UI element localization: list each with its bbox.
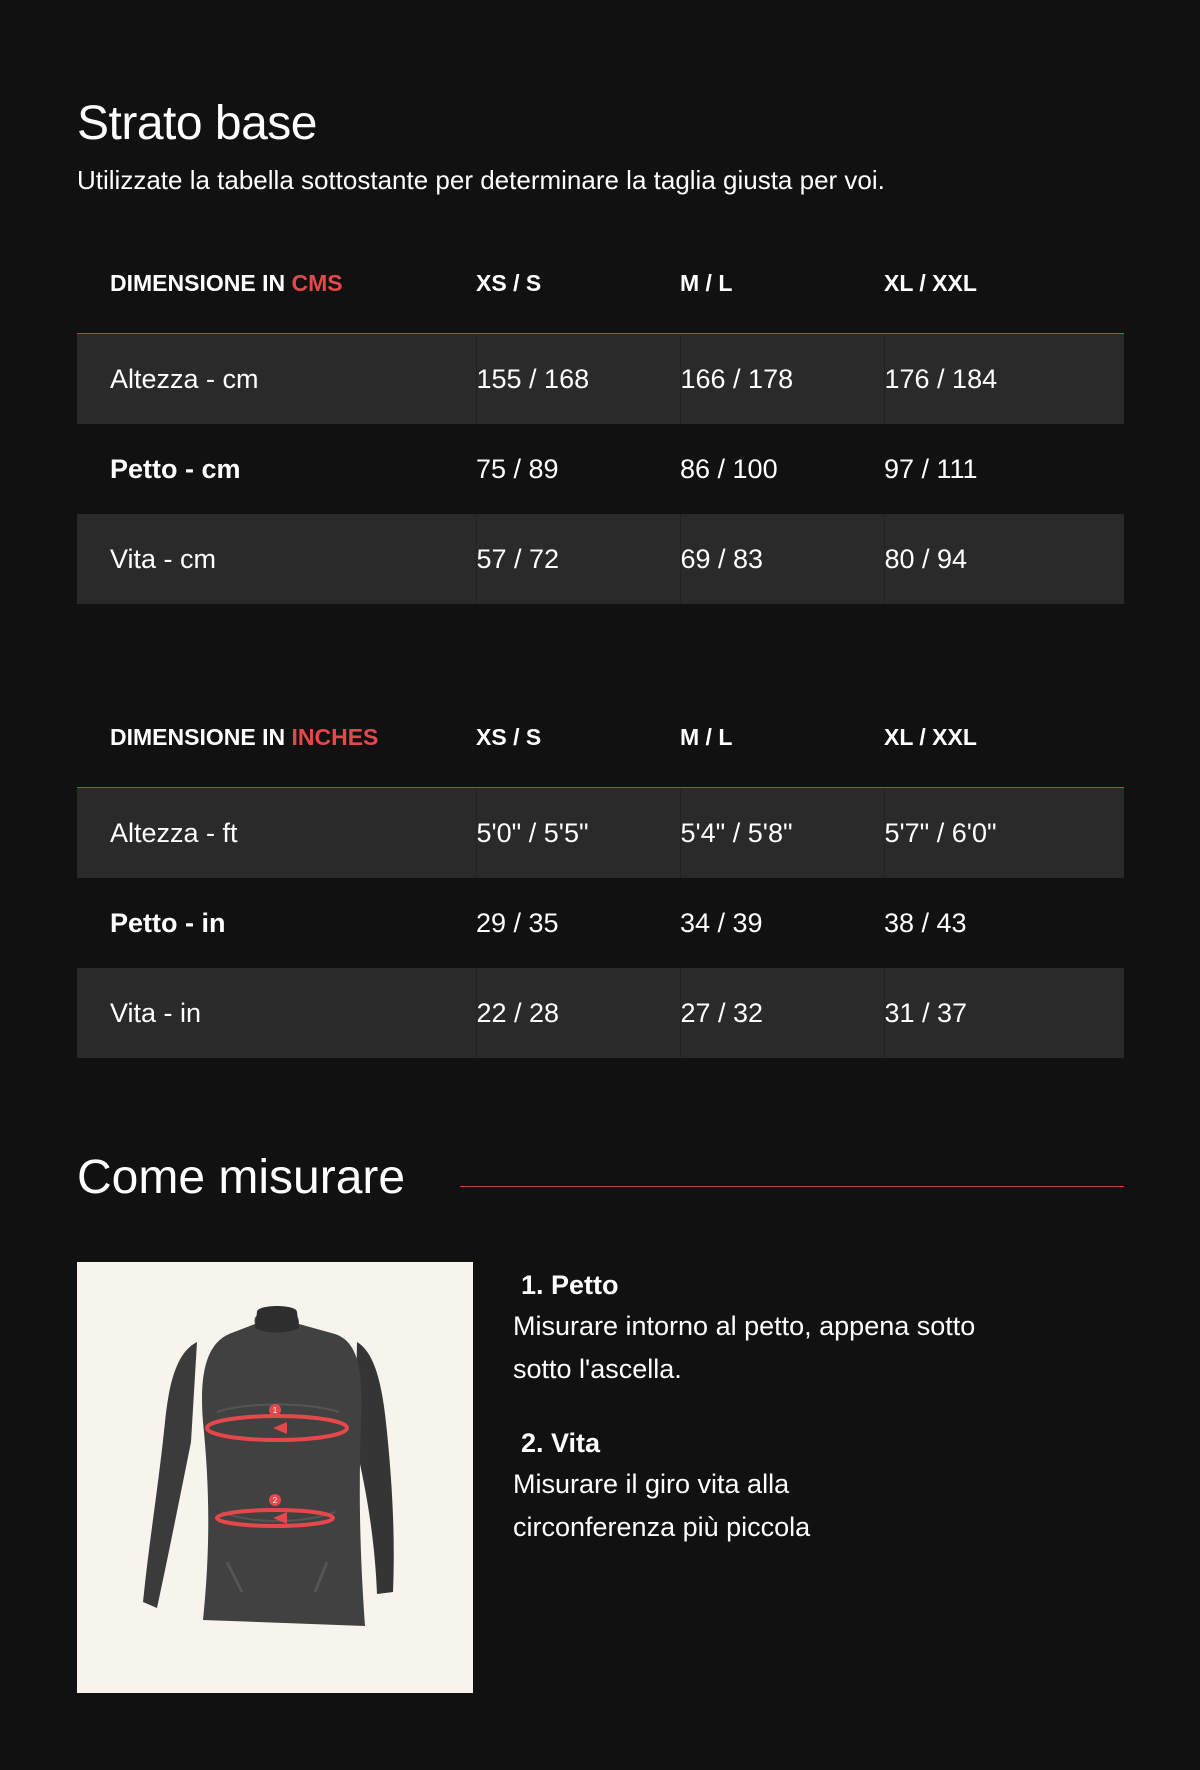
step-description: Misurare il giro vita alla <box>513 1469 790 1499</box>
table-cell: 5'0" / 5'5" <box>476 788 680 879</box>
step-title: 1. Petto <box>521 1270 619 1300</box>
table-cell: 57 / 72 <box>476 514 680 604</box>
header-prefix: DIMENSIONE IN <box>110 270 292 296</box>
table-cell: 31 / 37 <box>884 968 1124 1058</box>
table-cell: 155 / 168 <box>476 334 680 425</box>
header-prefix: DIMENSIONE IN <box>110 724 292 750</box>
table-cell: 34 / 39 <box>680 907 763 938</box>
table-row-petto <box>77 424 1124 514</box>
table-cell: 29 / 35 <box>476 907 559 938</box>
table-cell: 80 / 94 <box>884 514 1124 604</box>
table-cell: 5'7" / 6'0" <box>884 788 1124 879</box>
step-title: 2. Vita <box>521 1428 601 1458</box>
svg-text:2: 2 <box>272 1496 278 1505</box>
table-row-altezza <box>77 788 1124 879</box>
row-label: Vita - cm <box>77 514 476 604</box>
measure-steps <box>513 1265 1073 1581</box>
row-label: Altezza - ft <box>77 788 476 879</box>
section-title: Come misurare <box>77 1151 406 1204</box>
table-cell: 69 / 83 <box>680 514 884 604</box>
table-row-vita <box>77 968 1124 1058</box>
header-dimension-inches <box>77 688 476 788</box>
row-label: Altezza - cm <box>77 334 476 425</box>
size-table-inches <box>77 688 1124 1058</box>
step-chest <box>513 1265 1073 1391</box>
table-row-petto <box>77 878 1124 968</box>
base-layer-shirt-illustration <box>77 1262 473 1693</box>
table-row-vita <box>77 514 1124 604</box>
table-header-row <box>77 688 1124 788</box>
svg-text:1: 1 <box>272 1406 278 1415</box>
header-size-m-l: M / L <box>680 234 884 334</box>
step-description: Misurare intorno al petto, appena sotto <box>513 1311 976 1341</box>
header-size-xs-s: XS / S <box>476 234 680 334</box>
table-cell: 38 / 43 <box>884 907 967 938</box>
section-divider <box>460 1186 1124 1187</box>
table-cell: 97 / 111 <box>884 453 978 484</box>
header-size-xl-xxl: XL / XXL <box>884 688 1124 788</box>
table-cell: 75 / 89 <box>476 453 559 484</box>
row-label: Petto - cm <box>110 453 241 484</box>
row-label: Petto - in <box>110 907 226 938</box>
header-dimension-cms <box>77 234 476 334</box>
page-subtitle: Utilizzate la tabella sottostante per determinare la taglia giusta per voi. <box>77 165 885 195</box>
table-cell: 27 / 32 <box>680 968 884 1058</box>
size-table-cms <box>77 234 1124 604</box>
header-size-xs-s: XS / S <box>476 688 680 788</box>
header-unit-cms: CMS <box>291 270 343 296</box>
header-size-xl-xxl: XL / XXL <box>884 234 1124 334</box>
product-image <box>77 1262 473 1693</box>
table-cell: 166 / 178 <box>680 334 884 425</box>
step-description: circonferenza più piccola <box>513 1512 811 1542</box>
table-cell: 176 / 184 <box>884 334 1124 425</box>
page-title: Strato base <box>77 97 317 150</box>
table-cell: 22 / 28 <box>476 968 680 1058</box>
table-cell: 5'4" / 5'8" <box>680 788 884 879</box>
step-description: sotto l'ascella. <box>513 1354 682 1384</box>
step-waist <box>513 1423 1073 1549</box>
table-row-altezza <box>77 334 1124 425</box>
table-header-row <box>77 234 1124 334</box>
header-size-m-l: M / L <box>680 688 884 788</box>
table-cell: 86 / 100 <box>680 453 778 484</box>
header-unit-inches: INCHES <box>291 724 379 750</box>
row-label: Vita - in <box>77 968 476 1058</box>
